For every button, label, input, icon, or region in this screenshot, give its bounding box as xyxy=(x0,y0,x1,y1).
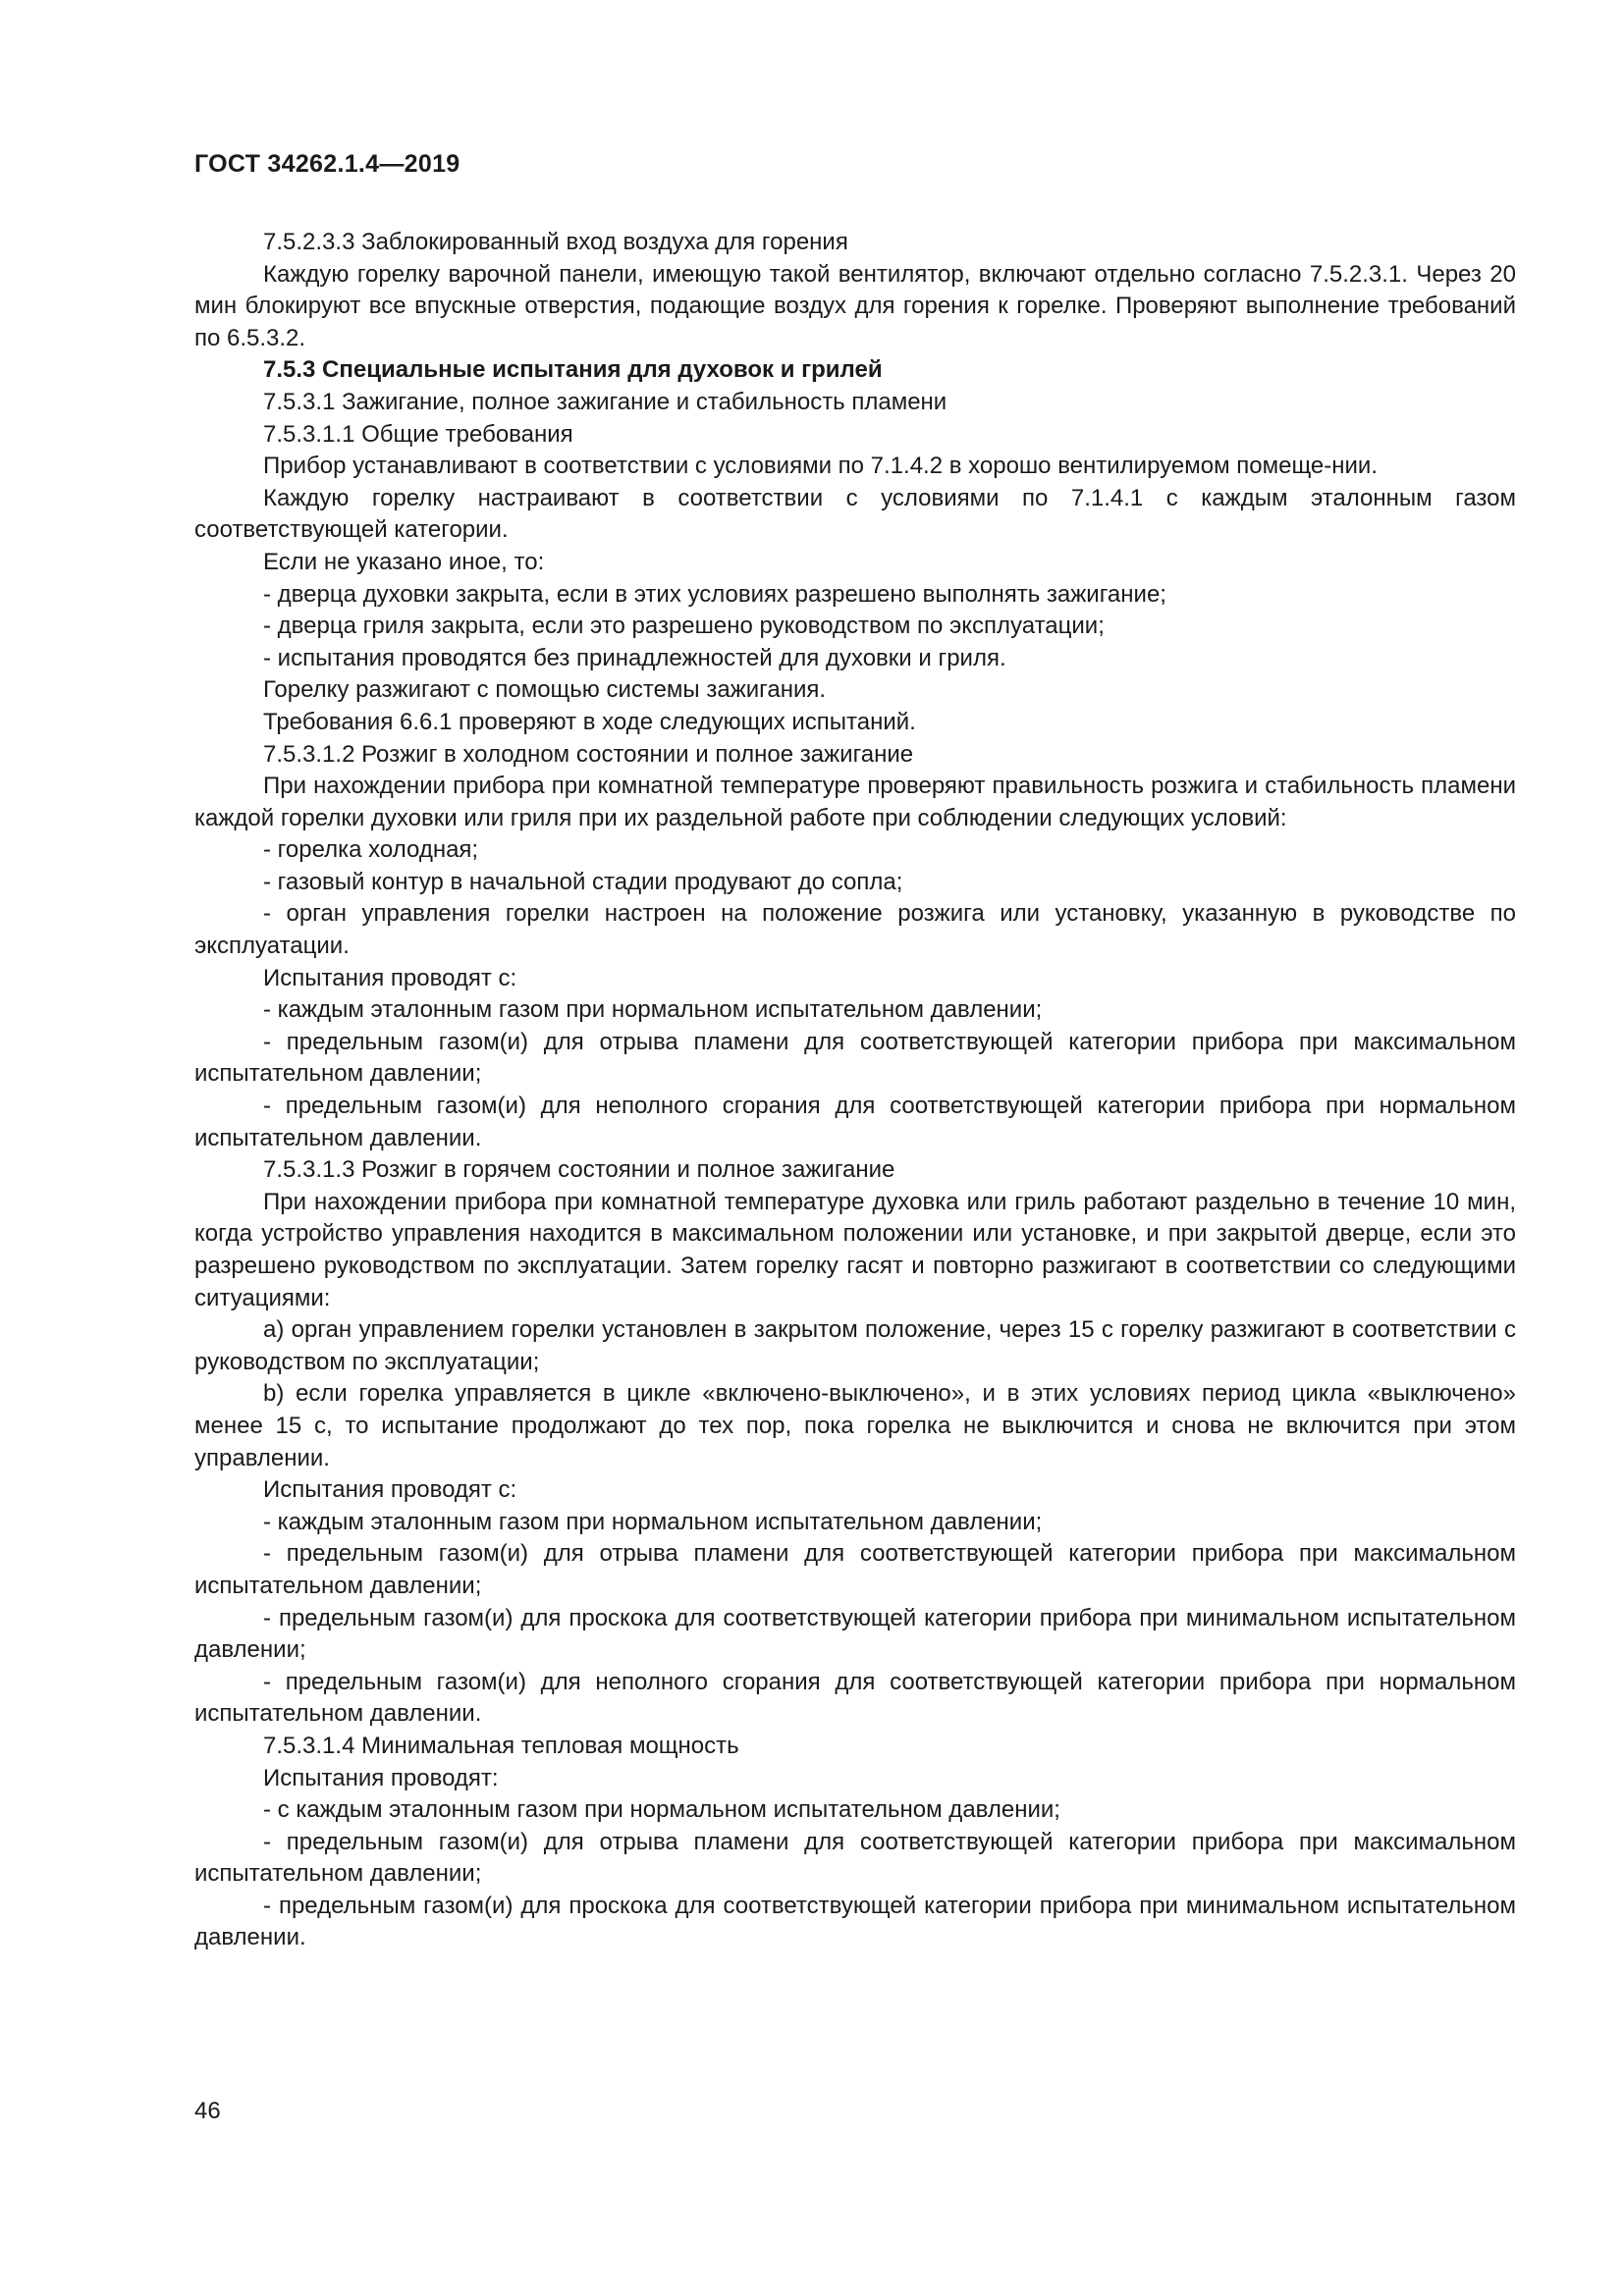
body-text xyxy=(194,227,1516,1954)
paragraph: 7.5.3.1 Зажигание, полное зажигание и стабильность пламени xyxy=(263,388,947,415)
paragraph: a) орган управлением горелки установлен в закрытом положение, через 15 с горелку разжигают в соответствии с руководством по эксплуатации; xyxy=(194,1316,1516,1375)
paragraph: - предельным газом(и) для отрыва пламени для соответствующей категории прибора при максимальном испытательном давлении; xyxy=(194,1028,1516,1088)
standard-code-header: ГОСТ 34262.1.4—2019 xyxy=(194,150,460,178)
paragraph: Каждую горелку настраивают в соответствии с условиями по 7.1.4.1 с каждым эталонным газом соответствующей категории. xyxy=(194,484,1516,544)
paragraph: Испытания проводят: xyxy=(263,1764,499,1791)
paragraph: - предельным газом(и) для неполного сгорания для соответствующей категории прибора при нормальном испытательном давлении. xyxy=(194,1668,1516,1728)
paragraph: b) если горелка управляется в цикле «включено-выключено», и в этих условиях период цикла «выключено» менее 15 с, то испытание продолжают до тех пор, пока горелка не выключится и снова не включится при этом управлении. xyxy=(194,1380,1516,1471)
paragraph: - каждым эталонным газом при нормальном испытательном давлении; xyxy=(263,1508,1043,1535)
paragraph: - каждым эталонным газом при нормальном испытательном давлении; xyxy=(263,996,1043,1024)
paragraph: - предельным газом(и) для неполного сгорания для соответствующей категории прибора при нормальном испытательном давлении. xyxy=(194,1093,1516,1151)
paragraph: Если не указано иное, то: xyxy=(263,548,545,575)
paragraph: 7.5.3.1.4 Минимальная тепловая мощность xyxy=(263,1732,739,1759)
paragraph: 7.5.3.1.2 Розжиг в холодном состоянии и полное зажигание xyxy=(263,740,914,768)
paragraph: Испытания проводят с: xyxy=(263,964,517,991)
document-page xyxy=(194,0,1516,2296)
paragraph: - с каждым эталонным газом при нормальном испытательном давлении; xyxy=(263,1796,1060,1824)
paragraph: Прибор устанавливают в соответствии с условиями по 7.1.4.2 в хорошо вентилируемом помеще-нии. xyxy=(263,453,1378,480)
paragraph: Горелку разжигают с помощью системы зажигания. xyxy=(263,676,827,704)
paragraph: - дверца гриля закрыта, если это разрешено руководством по эксплуатации; xyxy=(263,613,1105,640)
paragraph: При нахождении прибора при комнатной температуре духовка или гриль работают раздельно в течение 10 мин, когда устройство управления находится в максимальном положении или установке, и при закрытой дверце, если это разрешено руководством по эксплуатации. Затем горелку гасят и повторно разжигают в соответствии со следующими ситуациями: xyxy=(194,1188,1516,1311)
paragraph: 7.5.3.1.3 Розжиг в горячем состоянии и полное зажигание xyxy=(263,1156,895,1184)
paragraph: Каждую горелку варочной панели, имеющую такой вентилятор, включают отдельно согласно 7.5.2.3.1. Через 20 мин блокируют все впускные отверстия, подающие воздух для горения к горелке. Проверяют выполнение требований по 6.5.3.2. xyxy=(194,260,1516,351)
paragraph: - предельным газом(и) для проскока для соответствующей категории прибора при минимальном испытательном давлении; xyxy=(194,1604,1516,1664)
paragraph: Испытания проводят с: xyxy=(263,1476,517,1504)
paragraph: - горелка холодная; xyxy=(263,836,479,864)
paragraph: 7.5.3.1.1 Общие требования xyxy=(263,420,573,448)
paragraph: 7.5.2.3.3 Заблокированный вход воздуха для горения xyxy=(263,229,848,255)
section-heading: 7.5.3 Специальные испытания для духовок и грилей xyxy=(263,356,883,384)
paragraph: - предельным газом(и) для отрыва пламени для соответствующей категории прибора при максимальном испытательном давлении; xyxy=(194,1540,1516,1599)
paragraph: - газовый контур в начальной стадии продувают до сопла; xyxy=(263,868,903,895)
paragraph: При нахождении прибора при комнатной температуре проверяют правильность розжига и стабильность пламени каждой горелки духовки или гриля при их раздельной работе при соблюдении следующих условий: xyxy=(194,773,1516,831)
paragraph: - дверца духовки закрыта, если в этих условиях разрешено выполнять зажигание; xyxy=(263,580,1166,608)
paragraph: - предельным газом(и) для проскока для соответствующей категории прибора при минимальном испытательном давлении. xyxy=(194,1892,1516,1951)
paragraph: - орган управления горелки настроен на положение розжига или установку, указанную в руководстве по эксплуатации. xyxy=(194,900,1516,960)
page-number: 46 xyxy=(194,2098,221,2124)
paragraph: - предельным газом(и) для отрыва пламени для соответствующей категории прибора при максимальном испытательном давлении; xyxy=(194,1828,1516,1888)
paragraph: Требования 6.6.1 проверяют в ходе следующих испытаний. xyxy=(263,708,916,735)
paragraph: - испытания проводятся без принадлежностей для духовки и гриля. xyxy=(263,644,1006,671)
